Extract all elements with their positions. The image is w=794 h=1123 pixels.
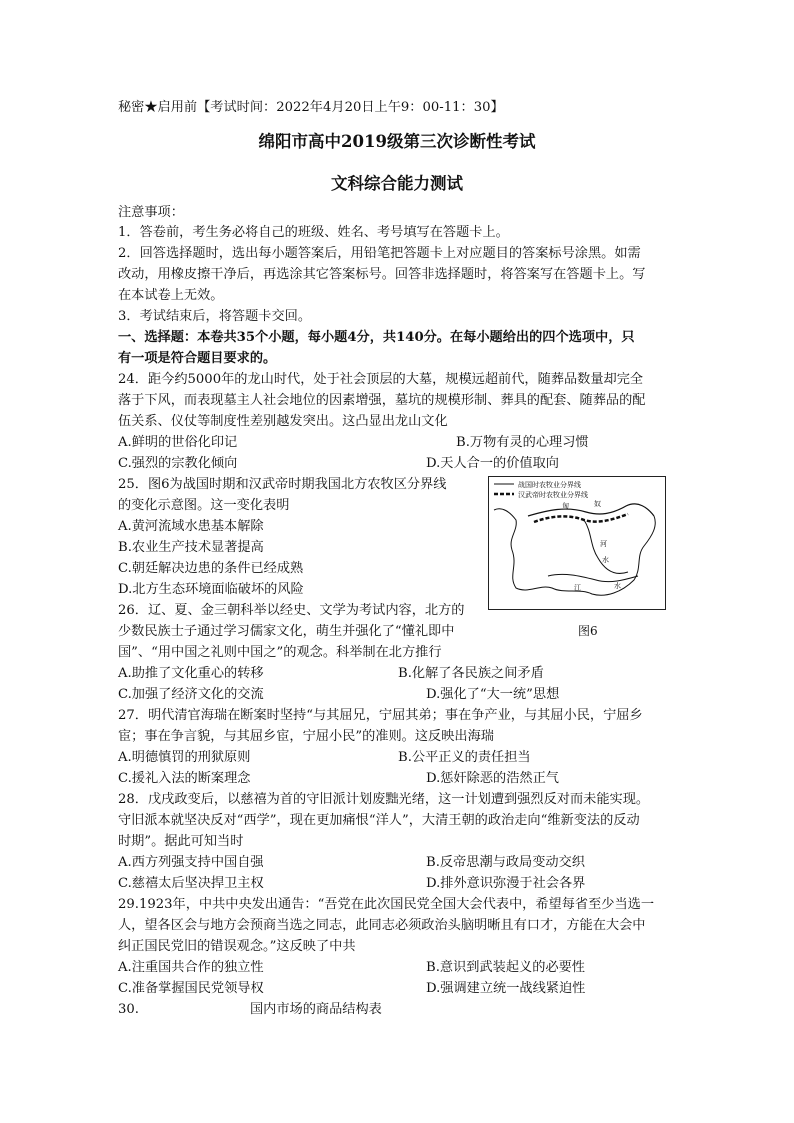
- figure-6-map: [488, 476, 666, 610]
- q28-option-a: A.西方列强支持中国自强: [118, 855, 264, 870]
- note-2: 2．回答选择题时，选出每小题答案后，用铅笔把答题卡上对应题目的答案标号涂黑。如需: [118, 246, 641, 261]
- q25-option-b: B.农业生产技术显著提高: [118, 540, 264, 555]
- q24-option-b: B.万物有灵的心理习惯: [456, 435, 589, 450]
- q28-stem-2: 守旧派本就坚决反对“西学”，现在更加痛恨“洋人”，大清王朝的政治走向“维新变法的反动: [118, 813, 640, 828]
- label-xiongnu-2: 奴: [594, 500, 601, 508]
- q27-option-b: B.公平正义的责任担当: [398, 750, 531, 765]
- q26-stem-2: 少数民族士子通过学习儒家文化，萌生并强化了“懂礼即中: [118, 624, 455, 639]
- q27-option-a: A.明德慎罚的刑狱原则: [118, 750, 251, 765]
- q24-stem-2: 落于下风，而表现墓主人社会地位的因素增强，墓坑的规模形制、葬具的配套、随葬品的配: [118, 393, 646, 408]
- q30-number: 30.: [118, 1002, 139, 1017]
- legend-han: 汉武帝时农牧业分界线: [518, 491, 588, 499]
- q25-stem: 25．图6为战国时期和汉武帝时期我国北方农牧区分界线: [118, 477, 447, 492]
- q28-option-b: B.反帝思潮与政局变动交织: [426, 855, 585, 870]
- q26-stem: 26．辽、夏、金三朝科举以经史、文学为考试内容，北方的: [118, 603, 465, 618]
- q27-stem: 27．明代清官海瑞在断案时坚持“与其屈兄，宁屈其弟；事在争产业，与其屈小民，宁屈乡: [118, 708, 643, 723]
- notes-heading: 注意事项：: [118, 205, 184, 220]
- q28-stem-3: 时期”。据此可知当时: [118, 834, 244, 849]
- exam-subtitle: 文科综合能力测试: [331, 174, 463, 193]
- note-3: 3．考试结束后，将答题卡交回。: [118, 309, 312, 324]
- q27-option-c: C.援礼入法的断案理念: [118, 771, 251, 786]
- q24-option-c: C.强烈的宗教化倾向: [118, 456, 238, 471]
- q29-option-c: C.准备掌握国民党领导权: [118, 981, 264, 996]
- q26-option-a: A.助推了文化重心的转移: [118, 666, 264, 681]
- q25-option-d: D.北方生态环境面临破坏的风险: [118, 582, 304, 597]
- q26-option-c: C.加强了经济文化的交流: [118, 687, 264, 702]
- label-shui: 水: [614, 582, 621, 590]
- exam-title: 绵阳市高中2019级第三次诊断性考试: [258, 132, 536, 151]
- note-2-cont2: 在本试卷上无效。: [118, 288, 224, 303]
- q29-option-a: A.注重国共合作的独立性: [118, 960, 264, 975]
- secret-line: 秘密★启用前【考试时间：2022年4月20日上午9：00-11：30】: [118, 100, 504, 115]
- q28-stem: 28．戊戌政变后，以慈禧为首的守旧派计划废黜光绪，这一计划遭到强烈反对而未能实现。: [118, 792, 650, 807]
- q28-option-d: D.排外意识弥漫于社会各界: [426, 876, 586, 891]
- q26-stem-3: 国”、“用中国之礼则中国之”的观念。科举制在北方推行: [118, 645, 442, 660]
- q25-stem-2: 的变化示意图。这一变化表明: [118, 498, 290, 513]
- q27-stem-2: 宦；事在争言貌，与其屈乡宦，宁屈小民”的准则。这反映出海瑞: [118, 729, 494, 744]
- q29-stem-3: 纠正国民党旧的错误观念。”这反映了中共: [118, 939, 356, 954]
- q27-option-d: D.惩奸除恶的浩然正气: [426, 771, 559, 786]
- q26-option-b: B.化解了各民族之间矛盾: [398, 666, 544, 681]
- label-xiongnu-1: 匈: [562, 502, 569, 510]
- q30-table-title: 国内市场的商品结构表: [250, 1002, 382, 1017]
- q29-option-b: B.意识到武装起义的必要性: [426, 960, 585, 975]
- label-jiang: 江: [574, 584, 581, 592]
- note-1: 1．答卷前，考生务必将自己的班级、姓名、考号填写在答题卡上。: [118, 225, 509, 240]
- q24-stem: 24．距今约5000年的龙山时代，处于社会顶层的大墓，规模远超前代，随葬品数量却完全: [118, 372, 644, 387]
- q29-stem: 29.1923年，中共中央发出通告：“吾党在此次国民党全国大会代表中，希望每省至少当选一: [118, 897, 655, 912]
- legend-warring-states: 战国时农牧业分界线: [518, 481, 581, 489]
- label-he-2: 水: [602, 556, 609, 564]
- q24-option-a: A.鲜明的世俗化印记: [118, 435, 238, 450]
- q25-option-c: C.朝廷解决边患的条件已经成熟: [118, 561, 304, 576]
- q24-option-d: D.天人合一的价值取向: [426, 456, 559, 471]
- q25-option-a: A.黄河流域水患基本解除: [118, 519, 264, 534]
- note-2-cont: 改动，用橡皮擦干净后，再选涂其它答案标号。回答非选择题时，将答案写在答题卡上。写: [118, 267, 646, 282]
- q29-stem-2: 人，望各区会与地方会预商当选之同志，此同志必须政治头脑明晰且有口才，方能在大会中: [118, 918, 646, 933]
- section-heading-cont: 有一项是符合题目要求的。: [118, 351, 277, 366]
- q28-option-c: C.慈禧太后坚决捍卫主权: [118, 876, 264, 891]
- section-heading: 一、选择题：本卷共35个小题，每小题4分，共140分。在每小题给出的四个选项中，只: [118, 330, 635, 345]
- figure-6-caption: 图6: [578, 624, 598, 638]
- label-he: 河: [600, 540, 607, 548]
- q24-stem-3: 伍关系、仪仗等制度性差别越发突出。这凸显出龙山文化: [118, 414, 448, 429]
- q26-option-d: D.强化了“大一统”思想: [426, 687, 560, 702]
- q29-option-d: D.强调建立统一战线紧迫性: [426, 981, 586, 996]
